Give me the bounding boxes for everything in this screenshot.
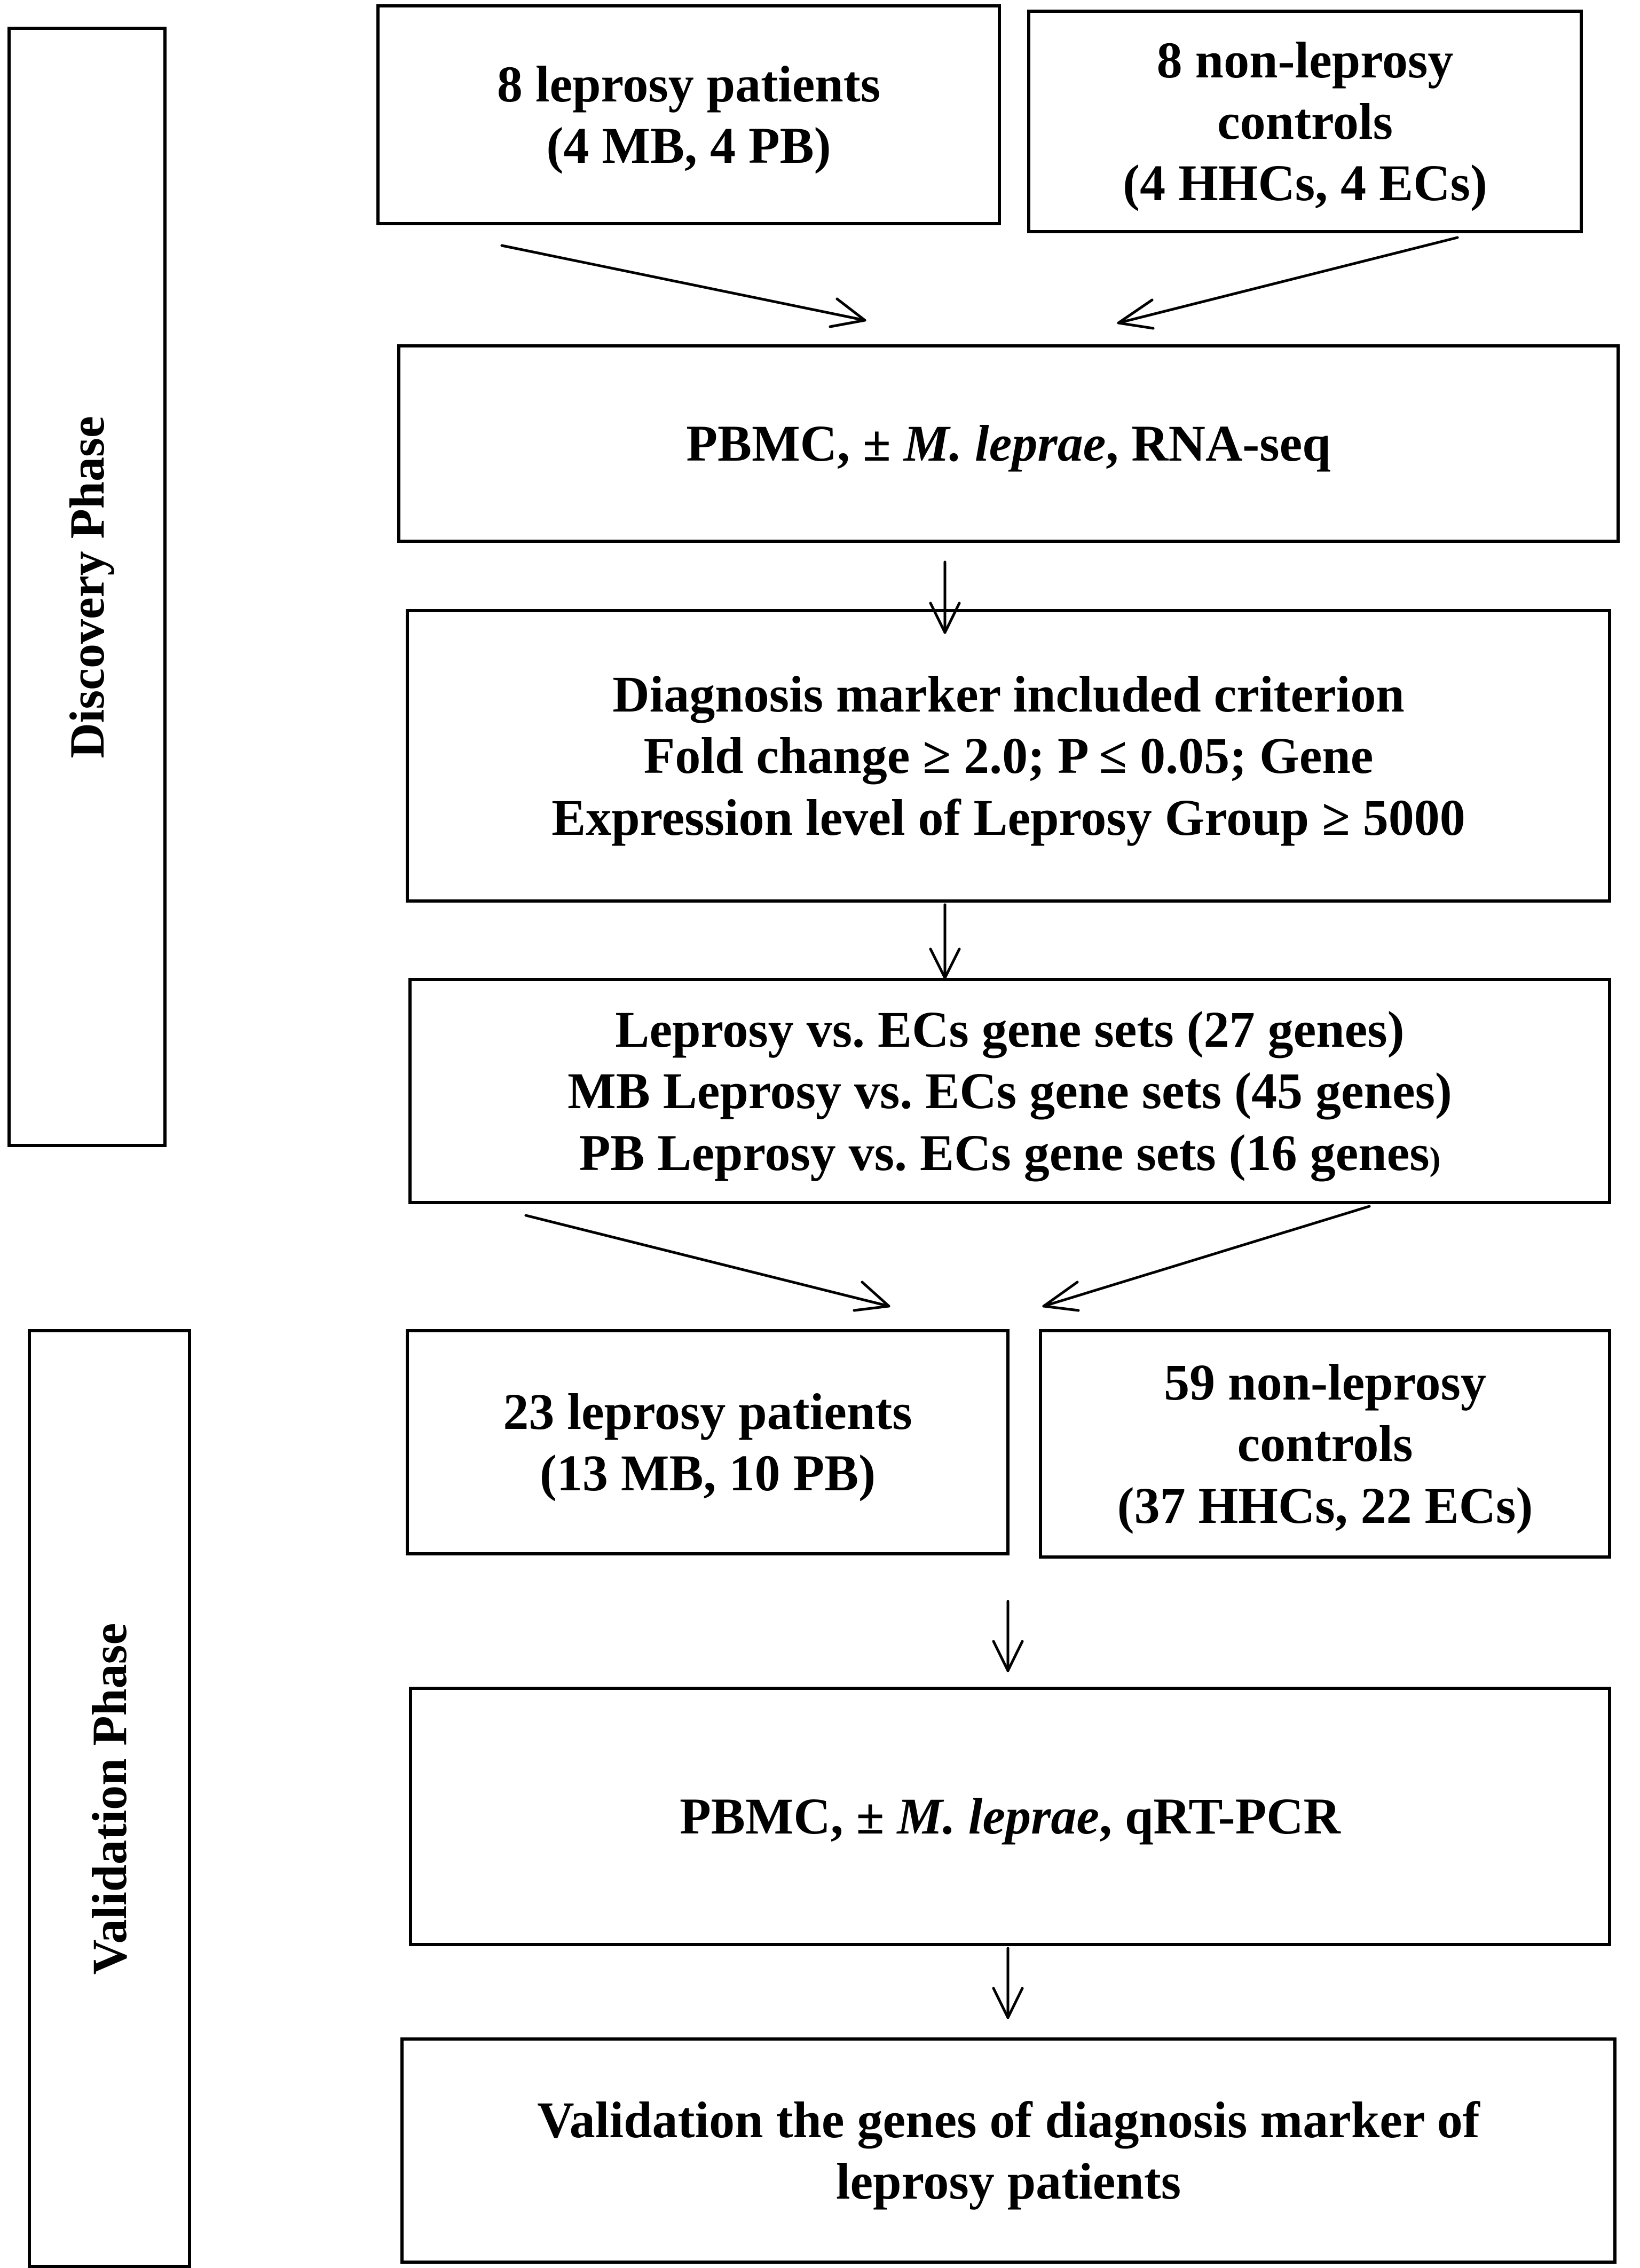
validation-phase-label: Validation Phase	[82, 1623, 137, 1974]
arrow-qrtpcr-to-result	[994, 1948, 1022, 2018]
validation-controls-label: controls	[1237, 1415, 1413, 1473]
discovery-controls-label: controls	[1217, 92, 1393, 150]
gene-set-pb-paren: )	[1429, 1141, 1441, 1178]
discovery-controls-count: 8 non-leprosy	[1156, 31, 1454, 89]
criterion-fold-change: Fold change ≥ 2.0; P ≤ 0.05; Gene	[643, 727, 1374, 785]
validation-patients-count: 23 leprosy patients	[503, 1382, 912, 1440]
rna-seq-prefix: PBMC, ±	[686, 415, 904, 472]
validation-patients-split: (13 MB, 10 PB)	[539, 1444, 876, 1502]
discovery-phase-label: Discovery Phase	[60, 415, 114, 758]
discovery-patients-split: (4 MB, 4 PB)	[546, 117, 831, 174]
arrow-controls-to-rnaseq	[1118, 238, 1457, 328]
qrt-pcr-species: M. leprae	[897, 1788, 1100, 1845]
gene-set-pb-main: PB Leprosy vs. ECs gene sets (16 genes	[579, 1124, 1430, 1181]
arrow-criterion-to-genesets	[931, 905, 959, 978]
discovery-controls-split: (4 HHCs, 4 ECs)	[1123, 154, 1487, 212]
arrow-genesets-to-controls	[1044, 1206, 1369, 1310]
criterion-title: Diagnosis marker included criterion	[612, 666, 1405, 723]
arrow-validation-to-qrtpcr	[994, 1601, 1022, 1671]
criterion-expression-level: Expression level of Leprosy Group ≥ 5000	[551, 788, 1465, 846]
validation-result-line2: leprosy patients	[835, 2153, 1181, 2210]
arrow-patients-to-rnaseq	[502, 246, 865, 327]
arrow-rnaseq-to-criterion	[931, 562, 959, 633]
qrt-pcr-suffix: , qRT-PCR	[1099, 1788, 1341, 1845]
validation-controls-split: (37 HHCs, 22 ECs)	[1117, 1476, 1533, 1534]
discovery-patients-count: 8 leprosy patients	[496, 55, 881, 113]
validation-controls-count: 59 non-leprosy	[1164, 1354, 1486, 1411]
validation-result-line1: Validation the genes of diagnosis marker of	[537, 2091, 1480, 2148]
gene-set-leprosy: Leprosy vs. ECs gene sets (27 genes)	[615, 1001, 1405, 1058]
rna-seq-species: M. leprae	[903, 415, 1106, 472]
gene-set-mb-leprosy: MB Leprosy vs. ECs gene sets (45 genes)	[567, 1062, 1452, 1120]
rna-seq-suffix: , RNA-seq	[1106, 415, 1331, 472]
qrt-pcr-prefix: PBMC, ±	[680, 1788, 897, 1845]
arrow-genesets-to-patients	[526, 1215, 889, 1310]
